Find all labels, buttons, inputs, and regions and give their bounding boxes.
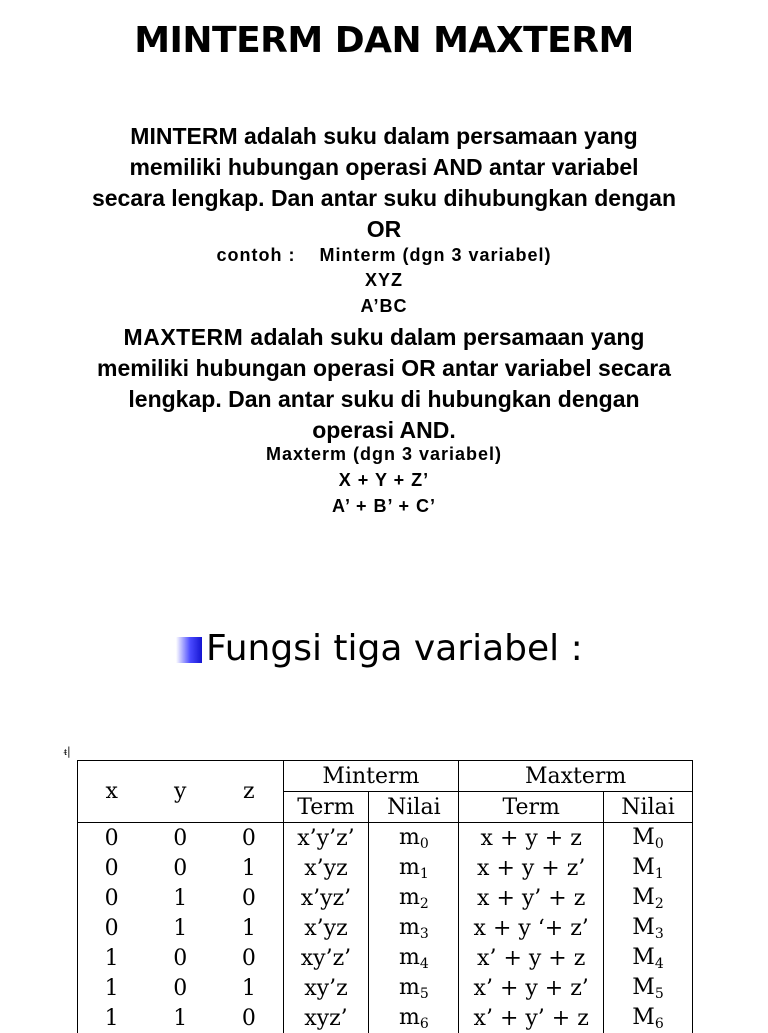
max-nilai-symbol: M [632,1005,655,1030]
cell-maxterm-nilai [604,1003,693,1033]
max-nilai-index: 0 [655,836,664,852]
cell-minterm-term: x’yz’ [283,883,369,913]
min-nilai-symbol: m [399,1005,420,1030]
cell-z: 1 [215,853,283,883]
table-row [78,853,693,883]
cell-x: 1 [78,1003,146,1033]
maxterm-example-1: X + Y + Z’ [0,470,768,491]
max-nilai-symbol: M [632,915,655,940]
cell-minterm-nilai [369,943,459,973]
truth-table-body [78,823,693,1033]
cell-minterm-term: xy’z [283,973,369,1003]
max-nilai-index: 5 [655,986,664,1002]
cell-z: 0 [215,943,283,973]
minterm-definition: MINTERM adalah suku dalam persamaan yang memiliki hubungan operasi AND antar variabel secara lengkap. Dan antar suku dihubungkan dengan OR [90,121,678,245]
cell-minterm-term: x’yz [283,853,369,883]
max-nilai-symbol: M [632,855,655,880]
header-maxterm-nilai: Nilai [604,792,693,823]
max-nilai-index: 1 [655,866,664,882]
cell-x: 0 [78,853,146,883]
cell-minterm-nilai [369,823,459,854]
table-row [78,943,693,973]
cell-minterm-term: xyz’ [283,1003,369,1033]
max-nilai-index: 3 [655,926,664,942]
cell-y: 1 [145,1003,215,1033]
min-nilai-symbol: m [399,855,420,880]
cell-maxterm-nilai [604,973,693,1003]
min-nilai-index: 3 [420,926,429,942]
min-nilai-symbol: m [399,975,420,1000]
maxterm-definition [90,322,678,446]
min-nilai-symbol: m [399,885,420,910]
bullet-heading [176,626,583,670]
cell-y: 0 [145,853,215,883]
page-title: MINTERM DAN MAXTERM [0,20,768,61]
cell-maxterm-term: x + y ‘+ z’ [459,913,604,943]
header-z: z [215,761,283,823]
min-nilai-index: 2 [420,896,429,912]
cell-y: 0 [145,823,215,854]
maxterm-lead: MAXTERM a [124,324,264,350]
min-nilai-index: 6 [420,1016,429,1032]
header-x: x [78,761,146,823]
cell-maxterm-nilai [604,943,693,973]
cell-minterm-term: x’yz [283,913,369,943]
cell-maxterm-nilai [604,823,693,854]
cell-maxterm-term: x + y + z’ [459,853,604,883]
table-row [78,913,693,943]
table-marker: ᵵ| [64,745,71,758]
bullet-heading-text: Fungsi tiga variabel : [206,628,583,669]
table-row [78,823,693,854]
cell-minterm-nilai [369,883,459,913]
table-row [78,883,693,913]
cell-x: 0 [78,883,146,913]
header-maxterm: Maxterm [459,761,693,792]
max-nilai-symbol: M [632,945,655,970]
cell-minterm-nilai [369,1003,459,1033]
cell-x: 1 [78,973,146,1003]
cell-y: 0 [145,943,215,973]
cell-maxterm-nilai [604,913,693,943]
min-nilai-index: 4 [420,956,429,972]
cell-minterm-term: xy’z’ [283,943,369,973]
maxterm-example-2: A’ + B’ + C’ [0,496,768,517]
max-nilai-index: 4 [655,956,664,972]
cell-minterm-nilai [369,973,459,1003]
header-maxterm-term: Term [459,792,604,823]
header-minterm-term: Term [283,792,369,823]
truth-table [77,760,693,1033]
max-nilai-symbol: M [632,975,655,1000]
max-nilai-symbol: M [632,825,655,850]
cell-x: 0 [78,913,146,943]
table-row [78,973,693,1003]
minterm-example-1: XYZ [0,270,768,291]
cell-z: 0 [215,823,283,854]
cell-y: 1 [145,913,215,943]
min-nilai-symbol: m [399,945,420,970]
cell-y: 0 [145,973,215,1003]
cell-minterm-nilai [369,853,459,883]
cell-maxterm-term: x’ + y + z’ [459,973,604,1003]
cell-minterm-term: x’y’z’ [283,823,369,854]
cell-maxterm-nilai [604,853,693,883]
header-y: y [145,761,215,823]
min-nilai-symbol: m [399,915,420,940]
cell-maxterm-term: x’ + y + z [459,943,604,973]
cell-z: 0 [215,1003,283,1033]
table-row [78,1003,693,1033]
minterm-example-2: A’BC [0,296,768,317]
cell-z: 0 [215,883,283,913]
cell-z: 1 [215,973,283,1003]
min-nilai-index: 1 [420,866,429,882]
min-nilai-symbol: m [399,825,420,850]
cell-maxterm-term: x + y’ + z [459,883,604,913]
cell-y: 1 [145,883,215,913]
min-nilai-index: 0 [420,836,429,852]
maxterm-example-label: Maxterm (dgn 3 variabel) [0,444,768,465]
cell-x: 1 [78,943,146,973]
max-nilai-symbol: M [632,885,655,910]
cell-maxterm-term: x’ + y’ + z [459,1003,604,1033]
cell-minterm-nilai [369,913,459,943]
header-minterm-nilai: Nilai [369,792,459,823]
header-minterm: Minterm [283,761,459,792]
cell-maxterm-nilai [604,883,693,913]
minterm-example-label: contoh : Minterm (dgn 3 variabel) [0,245,768,266]
max-nilai-index: 6 [655,1016,664,1032]
min-nilai-index: 5 [420,986,429,1002]
square-bullet-icon [176,637,202,663]
cell-maxterm-term: x + y + z [459,823,604,854]
cell-x: 0 [78,823,146,854]
max-nilai-index: 2 [655,896,664,912]
cell-z: 1 [215,913,283,943]
maxterm-text: dalah suku dalam persamaan yang memiliki hubungan operasi OR antar variabel secara lengkap. Dan antar suku di hubungkan dengan operasi AND. [97,324,671,443]
